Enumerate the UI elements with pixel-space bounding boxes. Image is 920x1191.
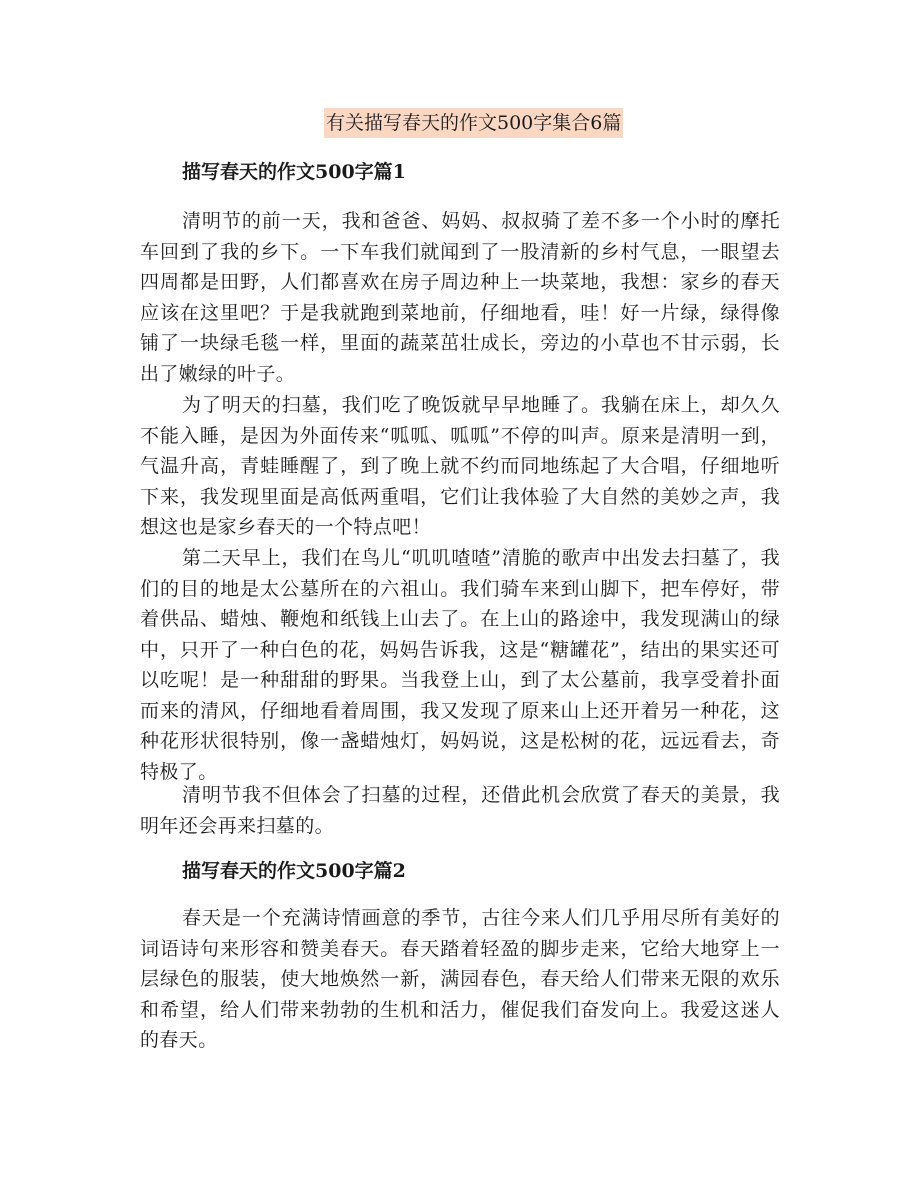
essay-1-paragraph-4: 清明节我不但体会了扫墓的过程，还借此机会欣赏了春天的美景，我明年还会再来扫墓的。 [140,784,780,837]
essay-1-paragraph-1: 清明节的前一天，我和爸爸、妈妈、叔叔骑了差不多一个小时的摩托车回到了我的乡下。一下车我们就闻到了一股清新的乡村气息，一眼望去四周都是田野，人们都喜欢在房子周边种上一块菜地，我想：家乡的春天应该在这里吧？于是我就跑到菜地前，仔细地看，哇！好一片绿，绿得像铺了一块绿毛毯一样，里面的蔬菜茁壮成长，旁边的小草也不甘示弱，长出了嫩绿的叶子。 [140,210,780,385]
document-title: 有关描写春天的作文500字集合6篇 [324,108,623,138]
essay-2-heading: 描写春天的作文500字篇2 [182,860,406,882]
essay-2-paragraph-1: 春天是一个充满诗情画意的季节，古往今来人们几乎用尽所有美好的词语诗句来形容和赞美春天。春天踏着轻盈的脚步走来，它给大地穿上一层绿色的服装，使大地焕然一新，满园春色，春天给人们带来无限的欢乐和希望，给人们带来勃勃的生机和活力，催促我们奋发向上。我爱这迷人的春天。 [140,907,780,1051]
essay-1-paragraph-3: 第二天早上，我们在鸟儿“叽叽喳喳”清脆的歌声中出发去扫墓了，我们的目的地是太公墓所在的六祖山。我们骑车来到山脚下，把车停好，带着供品、蜡烛、鞭炮和纸钱上山去了。在上山的路途中，我发现满山的绿中，只开了一种白色的花，妈妈告诉我，这是“糖罐花”，结出的果实还可以吃呢！是一种甜甜的野果。当我登上山，到了太公墓前，我享受着扑面而来的清风，仔细地看着周围，我又发现了原来山上还开着另一种花，这种花形状很特别，像一盏蜡烛灯，妈妈说，这是松树的花，远远看去，奇特极了。 [140,547,780,783]
essay-1-heading: 描写春天的作文500字篇1 [182,161,406,183]
essay-1-paragraph-2: 为了明天的扫墓，我们吃了晚饭就早早地睡了。我躺在床上，却久久不能入睡，是因为外面传来“呱呱、呱呱”不停的叫声。原来是清明一到，气温升高，青蛙睡醒了，到了晚上就不约而同地练起了大合唱，仔细地听下来，我发现里面是高低两重唱，它们让我体验了大自然的美妙之声，我想这也是家乡春天的一个特点吧！ [140,394,780,538]
